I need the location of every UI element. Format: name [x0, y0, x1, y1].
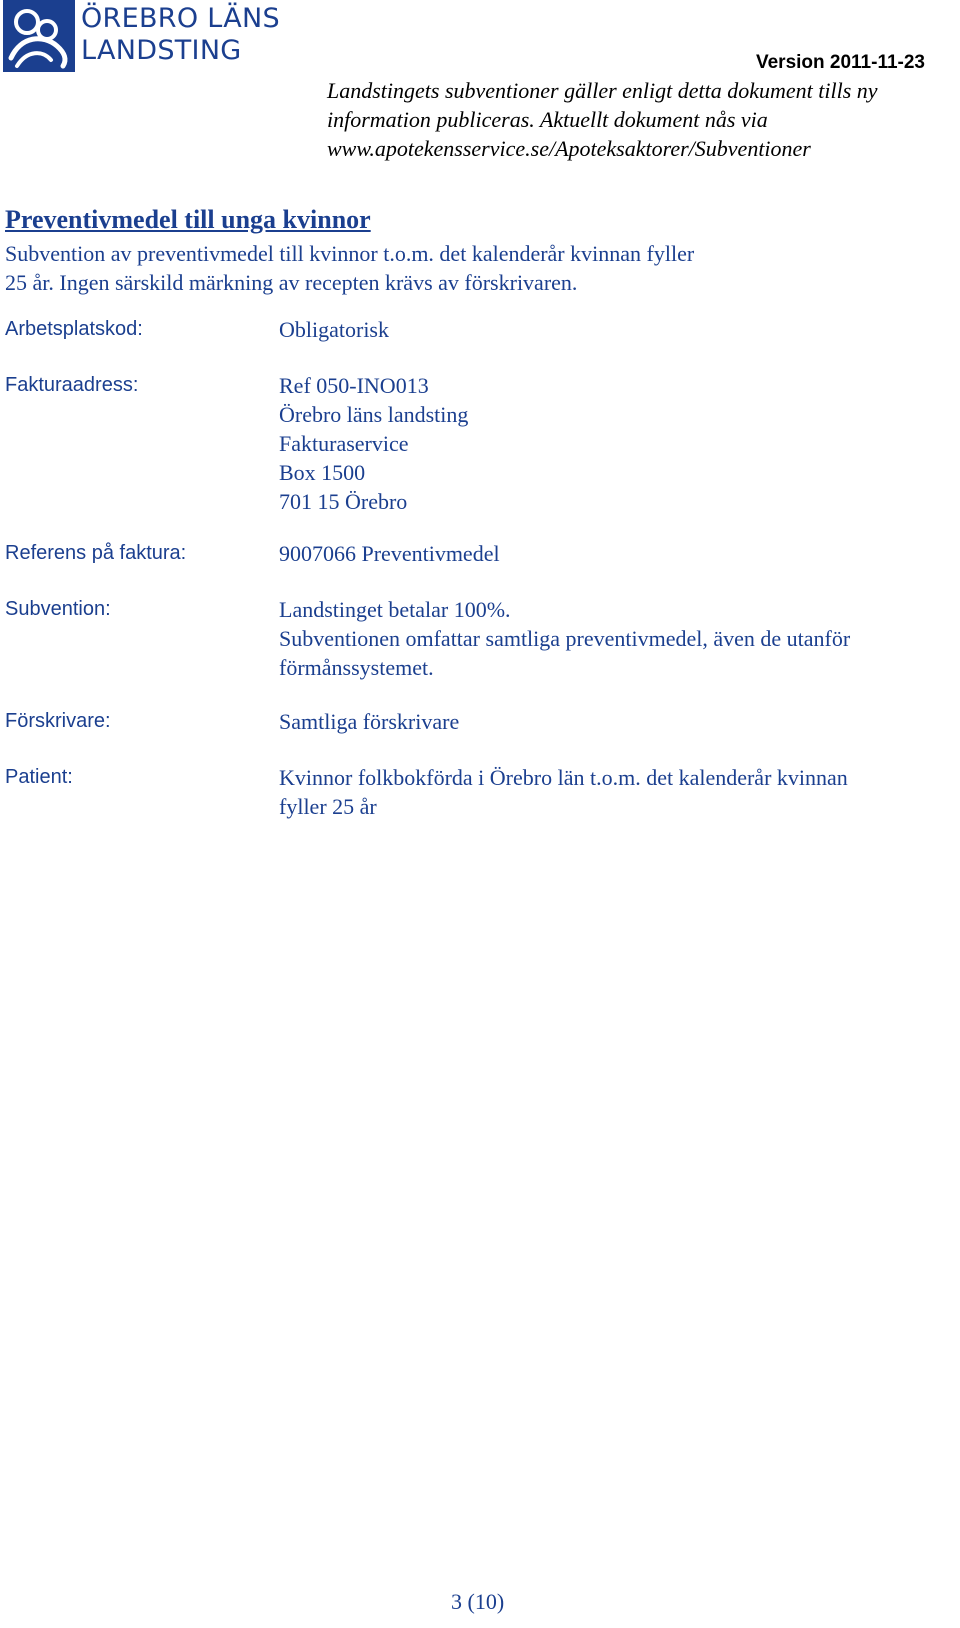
patient-line: Kvinnor folkbokförda i Örebro län t.o.m. det kalenderår kvinnan	[279, 765, 848, 790]
notice-line-1: Landstingets subventioner gäller enligt detta dokument tills ny	[327, 78, 878, 103]
patient-line: fyller 25 år	[279, 794, 377, 819]
intro-line-1: Subvention av preventivmedel till kvinnor t.o.m. det kalenderår kvinnan fyller	[5, 241, 695, 266]
arbetsplatskod-value	[279, 315, 939, 344]
forskrivare-label: Förskrivare:	[5, 710, 111, 732]
referens-value	[279, 539, 939, 568]
landsting-logo-icon	[3, 0, 75, 72]
subvention-label: Subvention:	[5, 598, 111, 620]
subvention-value	[279, 595, 939, 682]
notice-line-3: www.apotekensservice.se/Apoteksaktorer/Subventioner	[327, 136, 811, 161]
referens-label: Referens på faktura:	[5, 542, 187, 564]
document-version: Version 2011-11-23	[755, 52, 925, 73]
subvention-line: förmånssystemet.	[279, 655, 434, 680]
address-line: Fakturaservice	[279, 431, 409, 456]
section-intro	[5, 239, 935, 297]
logo-line-1: ÖREBRO LÄNS	[81, 3, 280, 34]
address-line: Ref 050-INO013	[279, 373, 429, 398]
forskrivare-text: Samtliga förskrivare	[279, 709, 460, 734]
subvention-line: Subventionen omfattar samtliga preventivmedel, även de utanför	[279, 626, 851, 651]
address-line: Box 1500	[279, 460, 366, 485]
arbetsplatskod-label: Arbetsplatskod:	[5, 318, 143, 340]
address-line: 701 15 Örebro	[279, 489, 408, 514]
intro-line-2: 25 år. Ingen särskild märkning av recepten krävs av förskrivaren.	[5, 270, 578, 295]
validity-notice	[327, 76, 947, 163]
subvention-line: Landstinget betalar 100%.	[279, 597, 511, 622]
fakturaadress-label: Fakturaadress:	[5, 374, 139, 396]
address-line: Örebro läns landsting	[279, 402, 469, 427]
forskrivare-value	[279, 707, 939, 736]
fakturaadress-value	[279, 371, 939, 516]
patient-label: Patient:	[5, 766, 73, 788]
notice-line-2: information publiceras. Aktuellt dokument nås via	[327, 107, 768, 132]
patient-value	[279, 763, 939, 821]
logo-wordmark	[81, 3, 280, 67]
section-title: Preventivmedel till unga kvinnor	[5, 205, 371, 234]
organization-logo	[3, 0, 303, 74]
logo-line-2: LANDSTING	[81, 35, 242, 66]
page-number: 3 (10)	[451, 1589, 505, 1614]
referens-text: 9007066 Preventivmedel	[279, 541, 500, 566]
arbetsplatskod-text: Obligatorisk	[279, 317, 389, 342]
